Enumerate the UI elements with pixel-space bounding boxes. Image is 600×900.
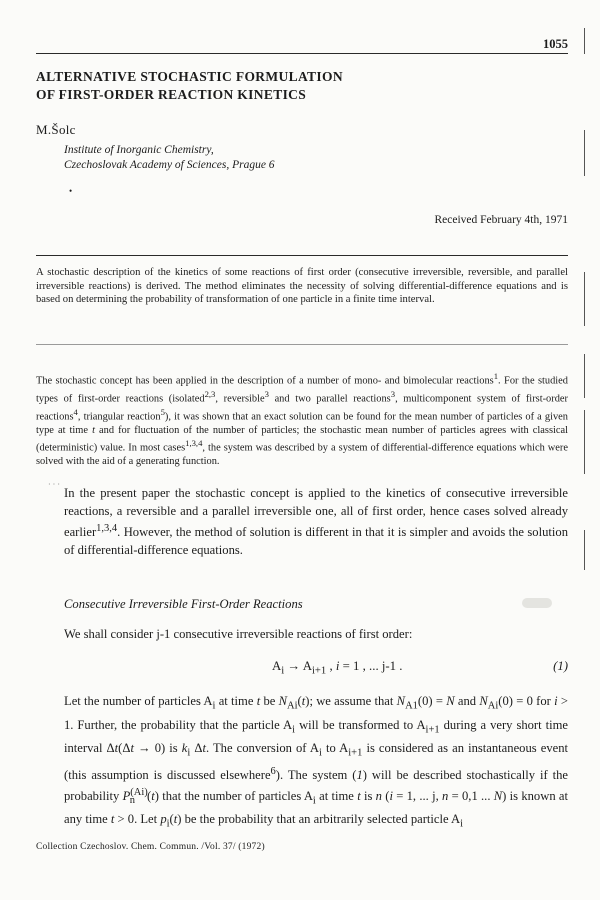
author-name: M.Šolc [36,122,76,137]
margin-mark-1 [584,28,585,54]
body-paragraph-2: We shall consider j-1 consecutive irreversible reactions of first order: [64,627,413,641]
page-number: 1055 [543,37,568,51]
paper-title [36,68,343,104]
abstract-top-rule [36,255,568,256]
title-line-1: ALTERNATIVE STOCHASTIC FORMULATION [36,69,343,84]
scan-speck: · · · [48,480,60,489]
equation-1: $A_i \to A_{i+1}$ , i = 1 , ... j-1 . [272,659,403,677]
title-line-2: OF FIRST-ORDER REACTION KINETICS [36,87,307,102]
scan-smudge [522,598,552,608]
stray-mark: • [69,186,73,196]
abstract-bottom-rule [36,344,568,345]
introduction-paragraph: The stochastic concept has been applied in the description of a number of mono- and bimolecular reactions$^1$. For the studied types of first-order reactions (isolated$^{2,3}$, reversible$^3$ and two parallel reactions$^3$, multicomponent system of first-order reactions$^4$, triangular reaction$^5$), it was shown that an exact solution can be found for the mean number of particles of a given type at time t and for fluctuation of the number of particles; the stochastic mean number of particles agrees with classical (deterministic) value. In most cases$^{1,3,4}$, the system was described by a system of differential-difference equations which were solved with the aid of a generating function. [36,371,568,467]
margin-mark-6 [584,530,585,570]
body-paragraph-3: Let the number of particles $A_i$ at time t be $N_{Ai}(t)$; we assume that $N_{A1}(0) = N$ and $N_{Ai}(0) = 0$ for i > 1. Further, the probability that the particle $A_i$ will be transformed to $A_{i+1}$ during a very short time interval Δt(Δt → 0) is $k_i$ Δt. The conversion of $A_i$ to $A_{i+1}$ is considered as an instantaneous event (this assumption is discussed elsewhere$^6$). The system (1) will be described stochastically if the probability $P^{(Ai)}_n$ (t) that the number of particles $A_i$ at time t is n (i = 1, ... j, n = 0,1 ... N) is known at any time t > 0. Let $p_i(t)$ be the probability that an arbitrarily selected particle $A_i$ [64,694,569,830]
margin-mark-2 [584,130,585,176]
section-heading: Consecutive Irreversible First-Order Reactions [64,597,303,611]
abstract: A stochastic description of the kinetics of some reactions of first order (consecutive irreversible, reversible, and parallel irreversible reactions) is derived. The method eliminates the necessity of solving differential-difference equations and is based on determining the probability of transformation of one particle in a finite time interval. [36,267,568,306]
affiliation-line-2: Czechoslovak Academy of Sciences, Prague 6 [64,159,275,171]
journal-footer: Collection Czechoslov. Chem. Commun. /Vol. 37/ (1972) [36,842,265,852]
margin-mark-5 [584,410,585,474]
body-paragraph-1: In the present paper the stochastic concept is applied to the kinetics of consecutive irreversible reactions, a reversible and a parallel irreversible one, all of first order, hence cases solved already earlier$^{1,3,4}$. However, the method of solution is different in that it is simpler and avoids the solution of differential-difference equations. [64,486,568,558]
received-date: Received February 4th, 1971 [434,214,568,226]
equation-number: (1) [553,659,568,673]
affiliation-line-1: Institute of Inorganic Chemistry, [64,144,214,156]
header-rule [36,53,568,54]
affiliation [64,143,275,173]
margin-mark-4 [584,354,585,398]
margin-mark-3 [584,272,585,326]
